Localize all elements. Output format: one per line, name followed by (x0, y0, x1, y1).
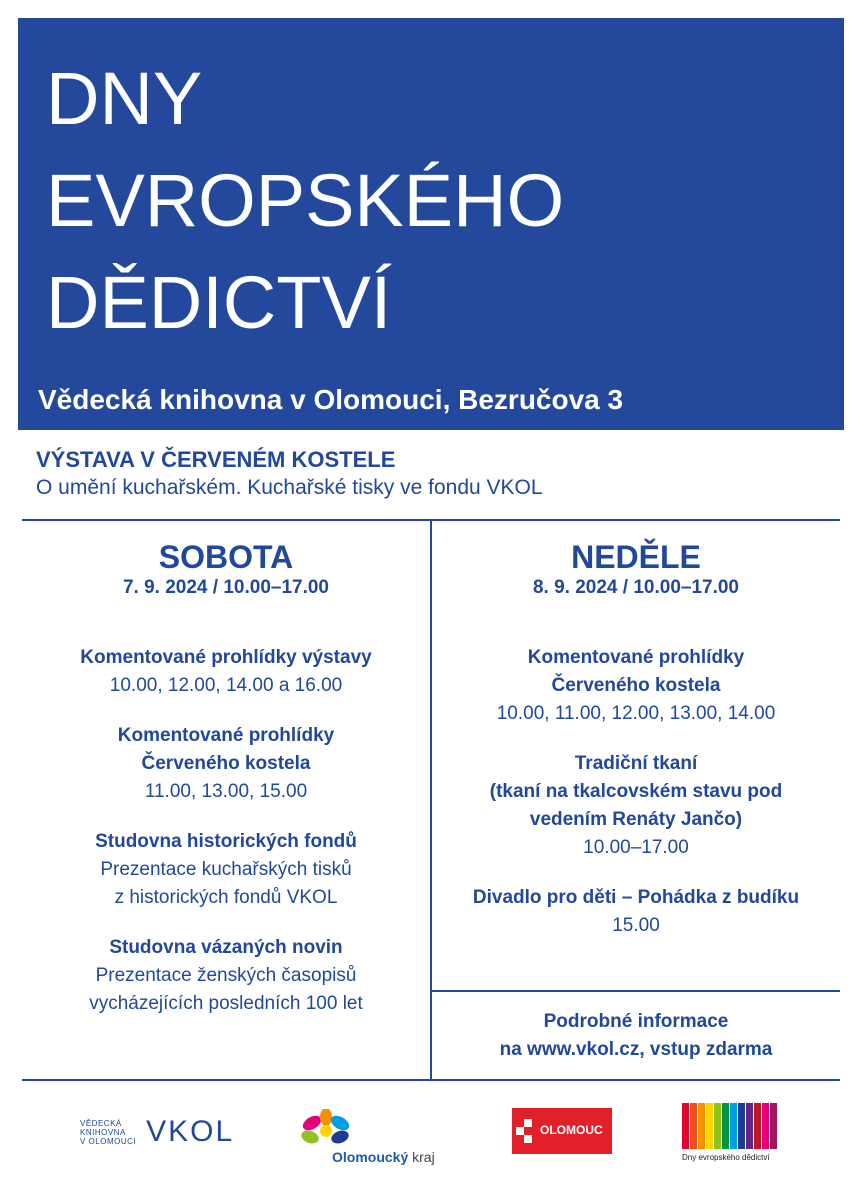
sunday-day: NEDĚLE (571, 539, 701, 575)
olomouc-wordmark: OLOMOUC (540, 1123, 603, 1137)
flower-icon (296, 1109, 356, 1151)
hero-subtitle: Vědecká knihovna v Olomouci, Bezručova 3 (38, 384, 624, 415)
dny-evropskeho-dedictvi-logo (682, 1103, 780, 1163)
ded-wordmark: Dny evropského dědictví (682, 1153, 770, 1162)
rainbow-bar (690, 1103, 697, 1149)
saturday-column (22, 538, 430, 1018)
exhibit-section (36, 447, 543, 503)
rainbow-bar (762, 1103, 769, 1149)
program-item (22, 722, 430, 806)
vkol-line: V OLOMOUCI (80, 1136, 137, 1146)
exhibit-title: VÝSTAVA V ČERVENÉM KOSTELE (36, 447, 396, 472)
info-line-1: Podrobné informace (543, 1011, 729, 1032)
olomoucky-kraj-logo (296, 1109, 435, 1165)
kraj-main: Olomoucký (332, 1149, 409, 1165)
program-item (22, 828, 430, 912)
program-item-detail: 10.00–17.00 (583, 837, 689, 858)
rainbow-bar (722, 1103, 729, 1149)
olomouc-mark-icon (516, 1119, 532, 1143)
footer-logos (0, 1095, 862, 1175)
rainbow-bar (754, 1103, 761, 1149)
vkol-line: KNIHOVNA (80, 1127, 126, 1137)
kraj-wordmark (332, 1149, 435, 1165)
program-item-detail: vycházejících posledních 100 let (89, 993, 363, 1014)
hero-title-line-2: EVROPSKÉHO (46, 159, 565, 242)
sunday-date: 8. 9. 2024 / 10.00–17.00 (532, 577, 739, 598)
program-item-detail: Prezentace ženských časopisů (95, 965, 357, 986)
program-item-title: Tradiční tkaní (tkaní na tkalcovském stavu pod vedením Renáty Jančo) (489, 753, 783, 830)
olomouc-logo (512, 1108, 612, 1154)
hero-title-line-1: DNY (46, 57, 203, 140)
vkol-line: VĚDECKÁ (80, 1118, 122, 1128)
program-item-title: Komentované prohlídky Červeného kostela (527, 647, 745, 696)
rainbow-bar (706, 1103, 713, 1149)
program-item (432, 644, 840, 728)
saturday-items (22, 644, 430, 1018)
program-item-detail: z historických fondů VKOL (114, 887, 338, 908)
program-item-title: Divadlo pro děti – Pohádka z budíku (472, 887, 800, 908)
program-item-detail: 11.00, 13.00, 15.00 (144, 781, 308, 802)
vkol-logo-wordmark: VKOL (146, 1115, 235, 1148)
divider-bottom (22, 1079, 840, 1081)
info-box (432, 1008, 840, 1064)
hero-title (46, 48, 564, 354)
rainbow-bar (770, 1103, 777, 1149)
rainbow-bar (698, 1103, 705, 1149)
vkol-logo-small-text (80, 1119, 136, 1146)
hero-banner (18, 18, 844, 430)
divider-info (431, 990, 840, 992)
rainbow-bar (746, 1103, 753, 1149)
program-item-detail: 10.00, 11.00, 12.00, 13.00, 14.00 (496, 703, 776, 724)
kraj-suffix: kraj (408, 1149, 435, 1165)
program-item (432, 884, 840, 940)
program-item (22, 934, 430, 1018)
program-item (22, 644, 430, 700)
rainbow-bar (738, 1103, 745, 1149)
program-item-detail: 15.00 (612, 915, 660, 936)
program-item-title: Studovna historických fondů (95, 831, 357, 852)
rainbow-bar (730, 1103, 737, 1149)
rainbow-bar (682, 1103, 689, 1149)
program-item-detail: Prezentace kuchařských tisků (100, 859, 352, 880)
saturday-date: 7. 9. 2024 / 10.00–17.00 (122, 577, 329, 598)
sunday-items (432, 644, 840, 940)
sunday-column (432, 538, 840, 940)
program-item (432, 750, 840, 862)
program-item-title: Studovna vázaných novin (109, 937, 343, 958)
vkol-logo (80, 1115, 234, 1149)
rainbow-bars-icon (682, 1103, 780, 1149)
hero-title-line-3: DĚDICTVÍ (46, 261, 392, 344)
info-link[interactable]: na www.vkol.cz, vstup zdarma (499, 1039, 773, 1060)
program-item-title: Komentované prohlídky výstavy (80, 647, 372, 668)
exhibit-subtitle: O umění kuchařském. Kuchařské tisky ve fondu VKOL (36, 476, 543, 499)
saturday-day: SOBOTA (158, 539, 294, 575)
program-item-title: Komentované prohlídky Červeného kostela (117, 725, 335, 774)
rainbow-bar (714, 1103, 721, 1149)
program-item-detail: 10.00, 12.00, 14.00 a 16.00 (109, 675, 343, 696)
